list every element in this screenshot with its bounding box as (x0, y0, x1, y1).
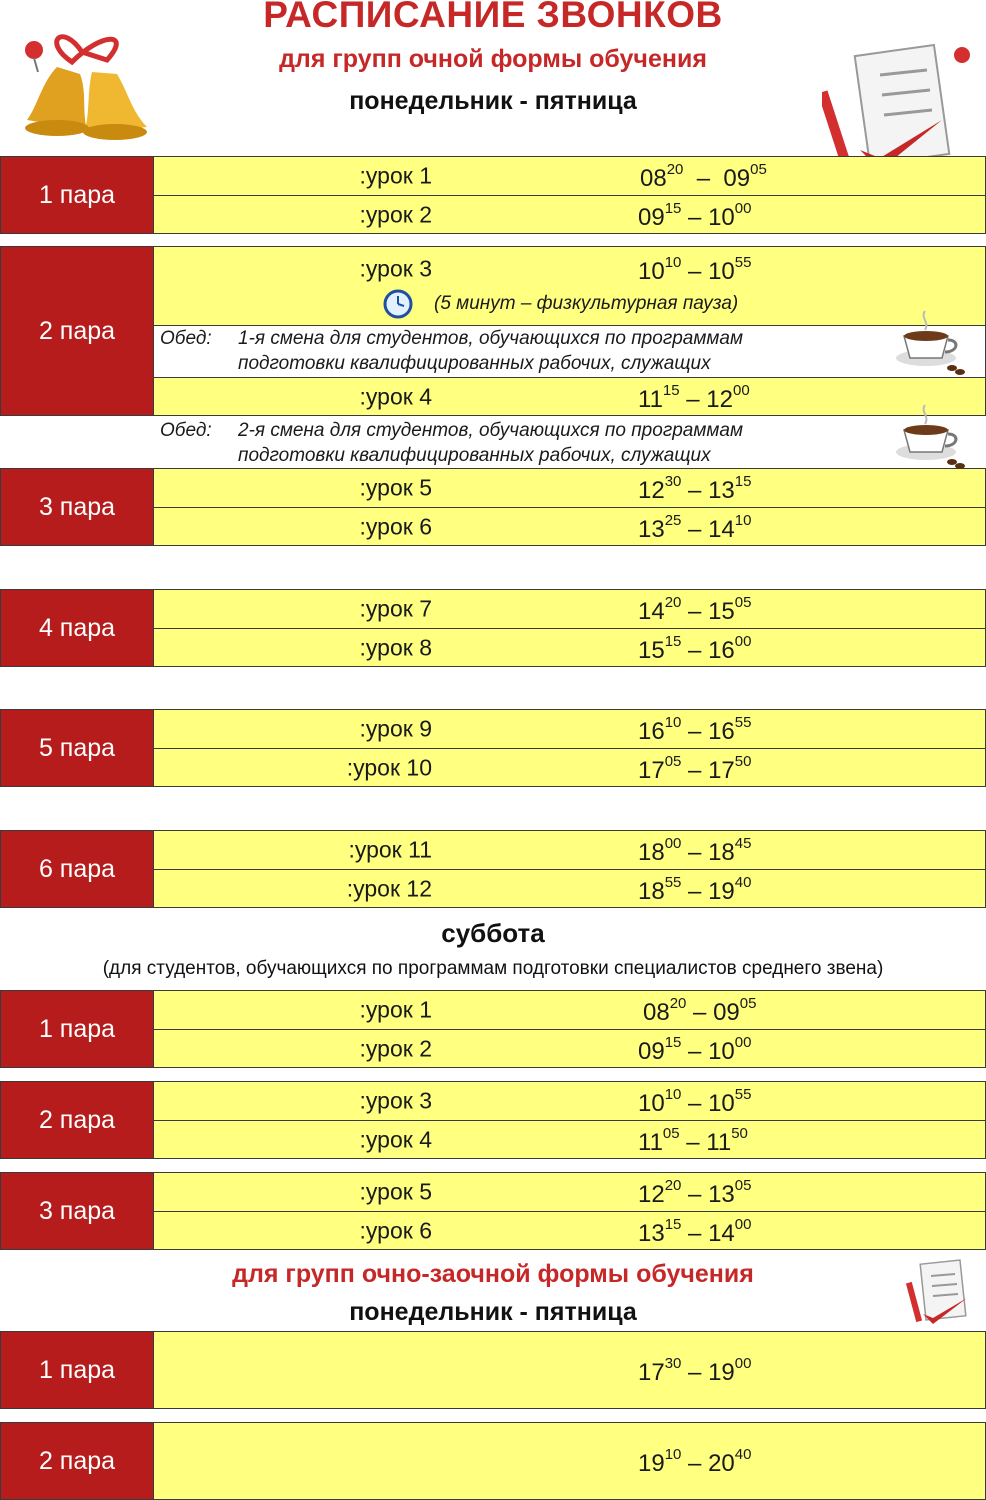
page-subtitle: для групп очной формы обучения (279, 45, 707, 73)
pair-label: 3 пара (0, 468, 154, 546)
weekday-pair-3 (0, 468, 986, 546)
weekday-pair-1 (0, 156, 986, 234)
lesson-time: $08^{20} - 09^{05}$ (643, 994, 757, 1026)
lesson-row (154, 468, 986, 508)
lesson-time: $13^{15} - 14^{00}$ (638, 1215, 752, 1247)
lunch-1 (154, 326, 986, 378)
lesson-label: 1 урок: (359, 996, 432, 1023)
pair-label: 4 пара (0, 589, 154, 667)
lesson-row (154, 1331, 986, 1409)
lesson-label: 6 урок: (359, 1217, 432, 1243)
lunch-text: подготовки квалифицированных рабочих, служащих (238, 353, 711, 374)
weekday-pair-2 (0, 246, 986, 416)
lesson-row (154, 628, 986, 667)
lesson-time: $08^{20} - 09^{05}$ (640, 160, 767, 192)
lesson-row (154, 1172, 986, 1212)
weekday-pair-6 (0, 830, 986, 908)
lunch-label: Обед: (160, 420, 212, 441)
lesson-label: 6 урок: (359, 513, 432, 539)
lesson-row (154, 1081, 986, 1121)
lesson-row (154, 748, 986, 787)
coffee-cup-icon (890, 306, 965, 376)
lesson-label: 3 урок: (359, 255, 432, 282)
lesson-time: $17^{05} - 17^{50}$ (638, 752, 752, 784)
coffee-cup-icon (890, 400, 965, 470)
pause-note: (5 минут – физкультурная пауза) (434, 293, 739, 314)
evening-subtitle: для групп очно-заочной формы обучения (232, 1260, 754, 1288)
lesson-row (154, 377, 986, 416)
clock-icon (383, 289, 413, 319)
lesson-row (154, 507, 986, 546)
lesson-label: 11 урок: (348, 836, 432, 863)
lunch-text: 2-я смена для студентов, обучающихся по программам (238, 420, 743, 441)
lesson-label: 10 урок: (346, 754, 432, 780)
lesson-row (154, 869, 986, 908)
lunch-label: Обед: (160, 328, 212, 349)
checklist-small-icon (905, 1258, 977, 1330)
saturday-note: (для студентов, обучающихся по программам подготовки специалистов среднего звена) (102, 958, 884, 979)
lesson-row (154, 156, 986, 196)
lunch-text: 1-я смена для студентов, обучающихся по программам (238, 328, 743, 349)
lesson-label: 2 урок: (359, 1035, 432, 1061)
lesson-label: 7 урок: (359, 595, 432, 622)
lesson-label: 9 урок: (359, 715, 432, 742)
pair-label: 2 пара (0, 246, 154, 416)
lesson-row (154, 1211, 986, 1250)
saturday-heading: суббота (441, 918, 545, 948)
evening-pair-2 (0, 1422, 986, 1500)
lesson-row (154, 990, 986, 1030)
lesson-row (154, 1120, 986, 1159)
lesson-label: 4 урок: (359, 1126, 432, 1152)
saturday-pair-3 (0, 1172, 986, 1250)
weekday-heading: понедельник - пятница (349, 87, 637, 115)
evening-days: понедельник - пятница (349, 1298, 637, 1326)
lesson-time: $16^{10} - 16^{55}$ (638, 713, 752, 745)
lesson-row (154, 195, 986, 234)
pair-label: 1 пара (0, 990, 154, 1068)
lesson-row (154, 709, 986, 749)
lesson-label: 5 урок: (359, 474, 432, 501)
lesson-row (154, 1029, 986, 1068)
lesson-time: $18^{55} - 19^{40}$ (638, 873, 752, 905)
lesson-label: 2 урок: (359, 201, 432, 227)
weekday-pair-4 (0, 589, 986, 667)
pair-label: 2 пара (0, 1422, 154, 1500)
lesson-row (154, 246, 986, 326)
saturday-pair-2 (0, 1081, 986, 1159)
page-title: РАСПИСАНИЕ ЗВОНКОВ (263, 0, 723, 35)
pair-label: 3 пара (0, 1172, 154, 1250)
lunch-text: подготовки квалифицированных рабочих, служащих (238, 445, 711, 466)
pair-label: 2 пара (0, 1081, 154, 1159)
lesson-time: $17^{30} - 19^{00}$ (638, 1354, 752, 1386)
lesson-label: 1 урок: (359, 162, 432, 189)
lunch-2 (154, 418, 986, 468)
lesson-time: $15^{15} - 16^{00}$ (638, 632, 752, 664)
lesson-label: 5 урок: (359, 1178, 432, 1205)
lesson-time: $13^{25} - 14^{10}$ (638, 511, 752, 543)
lesson-time: $12^{30} - 13^{15}$ (638, 472, 752, 504)
lesson-label: 8 урок: (359, 634, 432, 660)
lesson-time: $11^{15} - 12^{00}$ (638, 381, 750, 413)
lesson-time: $09^{15} - 10^{00}$ (638, 1033, 752, 1065)
lesson-time: $09^{15} - 10^{00}$ (638, 199, 752, 231)
pair-label: 1 пара (0, 1331, 154, 1409)
saturday-pair-1 (0, 990, 986, 1068)
lesson-time: $10^{10} - 10^{55}$ (638, 1085, 752, 1117)
lesson-time: $11^{05} - 11^{50}$ (638, 1124, 748, 1156)
pair-label: 5 пара (0, 709, 154, 787)
pair-label: 6 пара (0, 830, 154, 908)
lesson-time: $12^{20} - 13^{05}$ (638, 1176, 752, 1208)
lesson-label: 4 урок: (359, 383, 432, 409)
lesson-label: 12 урок: (346, 875, 432, 901)
lesson-row (154, 1422, 986, 1500)
lesson-time: $18^{00} - 18^{45}$ (638, 834, 752, 866)
lesson-label: 3 урок: (359, 1087, 432, 1114)
lesson-time: $19^{10} - 20^{40}$ (638, 1445, 752, 1477)
lesson-time: $14^{20} - 15^{05}$ (638, 593, 752, 625)
evening-pair-1 (0, 1331, 986, 1409)
lesson-row (154, 589, 986, 629)
pair-label: 1 пара (0, 156, 154, 234)
weekday-pair-5 (0, 709, 986, 787)
lesson-row (154, 830, 986, 870)
lesson-time: $10^{10} - 10^{55}$ (638, 253, 752, 285)
bells-icon (12, 12, 162, 157)
